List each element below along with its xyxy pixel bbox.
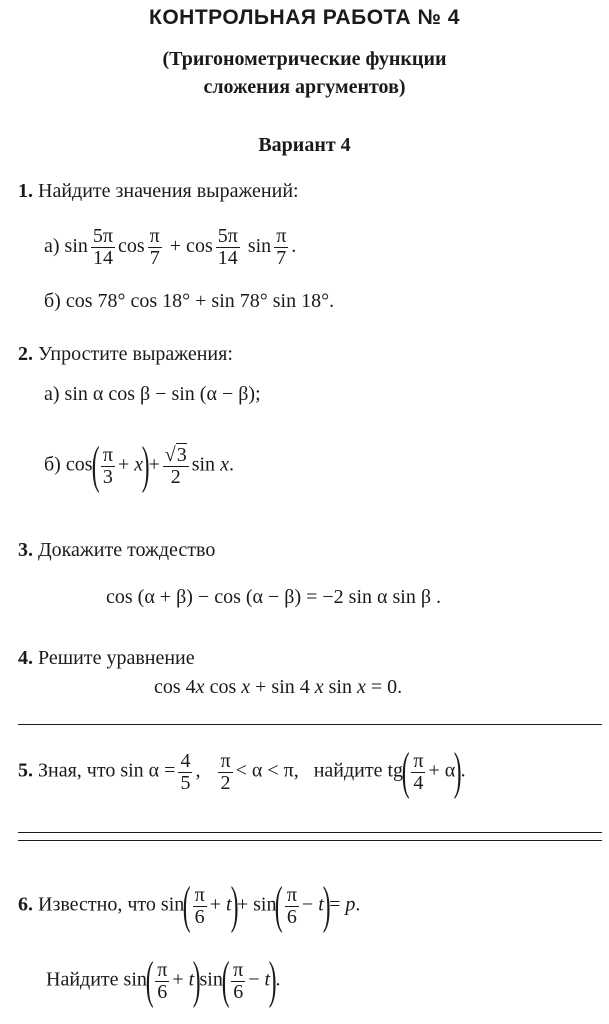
task-4-equation: cos 4x cos x + sin 4 x sin x = 0. (154, 676, 403, 698)
divider-double-bottom (18, 840, 602, 841)
task-6-line: 6. Известно, что sin( $\frac{\pi}{6}$ + t)+ sin( $\frac{\pi}{6}$ − t)= p. (18, 877, 361, 934)
task-3-number: 3. (18, 539, 33, 561)
task-6-find: Найдите (46, 968, 119, 991)
task-2-heading (18, 343, 233, 366)
task-3-formula: cos (α + β) − cos (α − β) = −2 sin α sin β . (106, 586, 441, 608)
task-6-text: Известно, что (38, 893, 156, 916)
subtitle-line-1: (Тригонометрические функции (162, 48, 447, 70)
task-6-find-line: Найдите sin( $\frac{\pi}{6}$ + t)sin( $\frac{\pi}{6}$ − t). (46, 952, 281, 1009)
task-4-heading (18, 647, 195, 670)
divider-single (18, 724, 602, 725)
divider-double-top (18, 832, 602, 833)
task-2a-expression: а) sin α cos β − sin (α − β); (44, 383, 261, 405)
task-3-text: Докажите тождество (38, 539, 216, 561)
page-title: КОНТРОЛЬНАЯ РАБОТА № 4 (149, 6, 460, 29)
task-4-number: 4. (18, 647, 33, 669)
task-6-number: 6. (18, 893, 33, 916)
task-2-number: 2. (18, 343, 33, 365)
task-5-number: 5. (18, 759, 33, 782)
task-5-text-before: Зная, что (38, 759, 116, 782)
task-1a-label: а) (44, 235, 60, 258)
subtitle-line-2: сложения аргументов) (203, 76, 406, 98)
task-2-text: Упростите выражения: (38, 343, 233, 365)
task-1a-expression: а) sin $\frac{5\pi}{14}$ cos $\frac{\pi}{7}$ + cos $\frac{5\pi}{14}$ sin $\frac{\pi}{7}$ . (44, 225, 297, 269)
variant-label: Вариант 4 (258, 134, 351, 156)
task-1b-expression: б) cos 78° cos 18° + sin 78° sin 18°. (44, 290, 335, 312)
task-3-heading (18, 539, 215, 562)
task-1-heading (18, 180, 299, 203)
task-4-text: Решите уравнение (38, 647, 195, 669)
task-2b-label: б) (44, 453, 61, 476)
task-2b-expression: б) cos( $\frac{\pi}{3}$ + x)+ $\frac{√3}{2}$ sin x. (44, 437, 234, 494)
task-1-text: Найдите значения выражений: (38, 180, 299, 202)
task-5-text-find: найдите (313, 759, 383, 782)
task-1-number: 1. (18, 180, 33, 202)
task-5-line: 5. Зная, что sin α = $\frac{4}{5}$ , $\frac{\pi}{2}$ < α < π, найдите tg( $\frac{\pi}{4}$ + α). (18, 743, 466, 800)
